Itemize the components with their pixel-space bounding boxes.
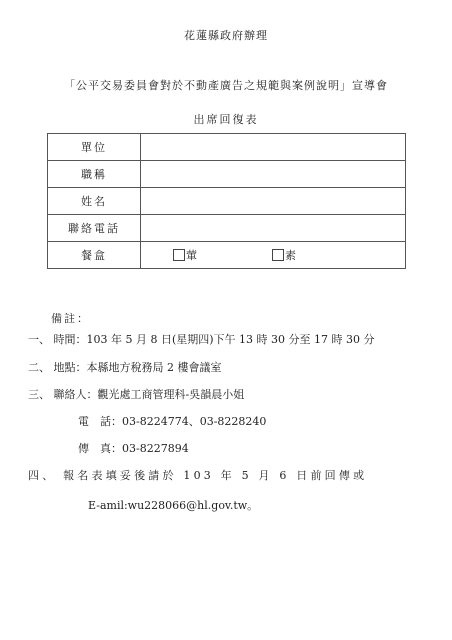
reply-deadline-note: 四、 報名表填妥後請於 103 年 5 月 6 日前回傳或 bbox=[28, 469, 368, 482]
meat-option-label: 葷 bbox=[186, 249, 197, 262]
vegetarian-checkbox[interactable] bbox=[272, 249, 284, 261]
telephone-note: 電 話：03-8224774、03-8228240 bbox=[78, 415, 267, 428]
phone-label: 聯絡電話 bbox=[48, 215, 141, 242]
meal-options-cell bbox=[141, 242, 406, 269]
fax-note: 傳 真：03-8227894 bbox=[78, 442, 189, 455]
event-title: 「公平交易委員會對於不動產廣告之規範與案例說明」宣導會 bbox=[64, 79, 388, 92]
reply-form-table bbox=[47, 133, 406, 269]
job-title-label: 職稱 bbox=[48, 161, 141, 188]
name-field[interactable] bbox=[141, 188, 406, 215]
contact-note: 三、 聯絡人：觀光處工商管理科-吳韻晨小姐 bbox=[28, 388, 245, 401]
remarks-label: 備註： bbox=[51, 312, 90, 325]
form-title: 出席回復表 bbox=[193, 113, 259, 126]
form-row-phone bbox=[48, 215, 406, 242]
form-row-name bbox=[48, 188, 406, 215]
time-note: 一、 時間：103 年 5 月 8 日(星期四)下午 13 時 30 分至 17 時 30 分 bbox=[28, 333, 375, 346]
place-note: 二、 地點：本縣地方稅務局 2 樓會議室 bbox=[28, 361, 222, 374]
meal-option-meat[interactable] bbox=[173, 247, 197, 263]
meal-option-vegetarian[interactable] bbox=[272, 247, 296, 263]
form-row-unit bbox=[48, 134, 406, 161]
organizer-heading: 花蓮縣政府辦理 bbox=[184, 29, 268, 42]
name-label: 姓名 bbox=[48, 188, 141, 215]
email-note: E-amil:wu228066@hl.gov.tw。 bbox=[88, 499, 259, 512]
meal-label: 餐盒 bbox=[48, 242, 141, 269]
job-title-field[interactable] bbox=[141, 161, 406, 188]
phone-field[interactable] bbox=[141, 215, 406, 242]
meat-checkbox[interactable] bbox=[173, 249, 185, 261]
unit-label: 單位 bbox=[48, 134, 141, 161]
form-row-meal bbox=[48, 242, 406, 269]
unit-field[interactable] bbox=[141, 134, 406, 161]
vegetarian-option-label: 素 bbox=[285, 249, 296, 262]
form-row-title bbox=[48, 161, 406, 188]
